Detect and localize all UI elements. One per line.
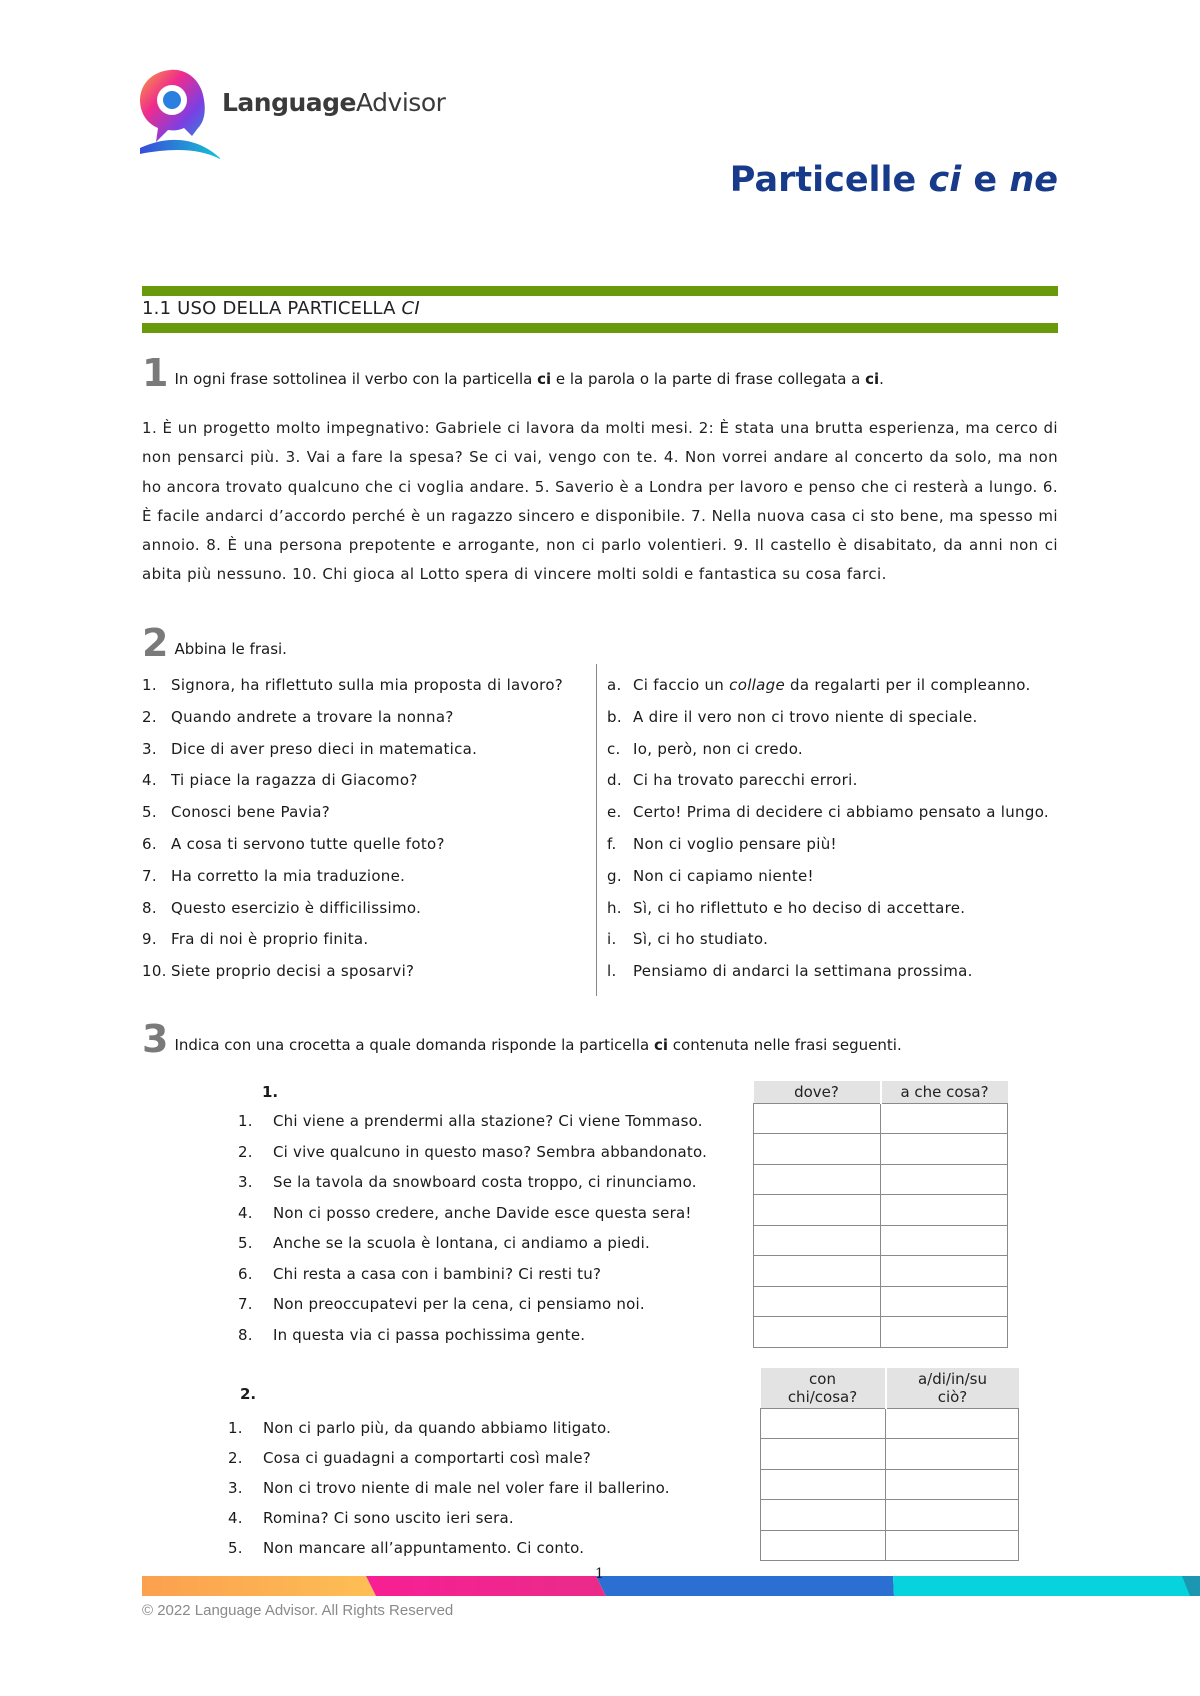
text-italic: collage <box>729 676 785 694</box>
footer-color-bar <box>142 1576 1200 1596</box>
item-number: 2. <box>238 1142 253 1161</box>
item-text: Chi resta a casa con i bambini? Ci resti tu? <box>273 1264 602 1283</box>
header-line: a/di/in/su <box>917 1369 988 1388</box>
logo-q-icon <box>140 68 220 168</box>
answer-checkbox[interactable] <box>754 1195 881 1226</box>
item-number: 2. <box>228 1449 243 1467</box>
item-text: Sì, ci ho studiato. <box>633 930 769 949</box>
answer-checkbox[interactable] <box>754 1164 881 1195</box>
item-text: Non ci trovo niente di male nel voler fare il ballerino. <box>263 1479 670 1497</box>
title-prefix: Particelle <box>729 160 929 200</box>
item-text: Signora, ha riflettuto sulla mia proposta di lavoro? <box>171 676 564 694</box>
exercise-2-header <box>142 621 287 665</box>
answer-checkbox[interactable] <box>754 1225 881 1256</box>
item-number: 8. <box>142 898 157 917</box>
item-letter: l. <box>607 962 617 981</box>
item-number: 7. <box>238 1295 253 1313</box>
item-letter: e. <box>607 803 622 822</box>
match-item <box>142 930 563 962</box>
exercise-instruction: Abbina le frasi. <box>174 640 287 658</box>
section-label-italic: CI <box>401 298 420 319</box>
list-item <box>238 1204 707 1235</box>
title-ne: ne <box>1009 160 1058 200</box>
instr-text: e la parola o la parte di frase collegata a <box>551 370 866 388</box>
match-item <box>142 899 563 931</box>
list-item <box>238 1234 707 1265</box>
item-text: A dire il vero non ci trovo niente di speciale. <box>633 707 978 726</box>
match-item <box>142 708 563 740</box>
item-number: 1. <box>142 676 157 694</box>
instr-text: contenuta nelle frasi seguenti. <box>668 1036 902 1054</box>
item-number: 4. <box>142 771 157 790</box>
list-item <box>238 1112 707 1143</box>
column-header-a-che-cosa: a che cosa? <box>881 1081 1008 1103</box>
match-item <box>607 899 1049 931</box>
answer-checkbox[interactable] <box>881 1134 1008 1165</box>
page-number: 1 <box>595 1566 604 1582</box>
item-letter: i. <box>607 930 617 949</box>
item-text: Io, però, non ci credo. <box>633 739 803 758</box>
section-heading <box>142 298 420 319</box>
item-text: Chi viene a prendermi alla stazione? Ci viene Tommaso. <box>273 1112 703 1130</box>
item-number: 4. <box>238 1203 253 1222</box>
match-item <box>142 803 563 835</box>
answer-grid-2 <box>760 1368 1019 1561</box>
item-text: Non ci voglio pensare più! <box>633 834 837 853</box>
answer-checkbox[interactable] <box>754 1256 881 1287</box>
part-1-list <box>238 1112 707 1356</box>
section-rule-top <box>142 286 1058 296</box>
item-text: Non ci capiamo niente! <box>633 866 814 885</box>
answer-checkbox[interactable] <box>761 1439 886 1470</box>
list-item <box>238 1265 707 1296</box>
item-number: 5. <box>228 1539 243 1557</box>
logo-brand-bold: Language <box>222 88 357 117</box>
item-text <box>633 676 1031 708</box>
item-text: Fra di noi è proprio finita. <box>171 930 369 949</box>
answer-checkbox[interactable] <box>761 1530 886 1561</box>
instr-text: . <box>879 370 884 388</box>
answer-checkbox[interactable] <box>881 1164 1008 1195</box>
list-item <box>228 1509 670 1539</box>
match-item <box>607 771 1049 803</box>
item-text: Ha corretto la mia traduzione. <box>171 866 406 885</box>
match-item <box>607 930 1049 962</box>
answer-checkbox[interactable] <box>881 1195 1008 1226</box>
answer-checkbox[interactable] <box>881 1317 1008 1348</box>
part-1-label: 1. <box>262 1083 279 1101</box>
item-number: 1. <box>238 1112 253 1130</box>
column-header-a-di-in-su-cio <box>886 1368 1019 1408</box>
answer-checkbox[interactable] <box>881 1103 1008 1134</box>
exercise-instruction <box>174 370 884 392</box>
answer-checkbox[interactable] <box>881 1256 1008 1287</box>
answer-checkbox[interactable] <box>886 1408 1019 1439</box>
item-number: 8. <box>238 1325 253 1344</box>
item-text: Pensiamo di andarci la settimana prossima. <box>633 962 973 981</box>
item-letter: c. <box>607 739 621 758</box>
item-number: 2. <box>142 707 157 726</box>
logo-wordmark <box>222 88 445 117</box>
item-number: 6. <box>238 1264 253 1283</box>
exercise-1-paragraph: 1. È un progetto molto impegnativo: Gabriele ci lavora da molti mesi. 2: È stata una brutta esperienza, ma cerco di non pensarci più. 3. Vai a fare la spesa? Se ci vai, vengo con te. 4. Non vorrei andare al concerto da solo, ma non ho ancora trovato qualcuno che ci voglia andare. 5. Saverio è a Londra per lavoro e penso che ci resterà a lungo. 6. È facile andarci d’accordo perché è un ragazzo sincero e disponibile. 7. Nella nuova casa ci sto bene, ma spesso mi annoio. 8. È una persona prepotente e arrogante, non ci parlo volentieri. 9. Il castello è disabitato, da anni non ci abita più nessuno. 10. Chi gioca al Lotto spera di vincere molti soldi e fantastica su cosa farci. <box>142 419 1058 584</box>
item-number: 3. <box>228 1479 243 1497</box>
item-text: Se la tavola da snowboard costa troppo, ci rinunciamo. <box>273 1173 697 1191</box>
match-list-left <box>142 676 563 994</box>
item-number: 6. <box>142 834 157 853</box>
item-text: Non preoccupatevi per la cena, ci pensiamo noi. <box>273 1295 645 1313</box>
instr-text: Indica con una crocetta a quale domanda risponde la particella <box>174 1036 654 1054</box>
item-text: Ci ha trovato parecchi errori. <box>633 771 858 790</box>
instr-bold: ci <box>865 370 880 388</box>
answer-checkbox[interactable] <box>881 1286 1008 1317</box>
header-line: chi/cosa? <box>787 1387 858 1406</box>
item-text: Dice di aver preso dieci in matematica. <box>171 739 478 758</box>
section-label: 1.1 USO DELLA PARTICELLA <box>142 298 402 319</box>
copyright-notice: © 2022 Language Advisor. All Rights Reserved <box>142 1602 454 1619</box>
exercise-number: 1 <box>142 351 169 395</box>
exercise-1-header <box>142 351 884 395</box>
item-text: Cosa ci guadagni a comportarti così male? <box>263 1449 591 1467</box>
list-item <box>238 1326 707 1357</box>
item-letter: d. <box>607 771 622 790</box>
match-list-right <box>607 676 1049 994</box>
item-text: Sì, ci ho riflettuto e ho deciso di accettare. <box>633 898 966 917</box>
exercise-3-header <box>142 1017 902 1061</box>
answer-checkbox[interactable] <box>886 1469 1019 1500</box>
page-title <box>730 160 1058 200</box>
part-2-label: 2. <box>240 1385 257 1403</box>
item-number: 4. <box>228 1509 243 1527</box>
answer-checkbox[interactable] <box>881 1225 1008 1256</box>
item-letter: h. <box>607 898 622 917</box>
answer-checkbox[interactable] <box>886 1530 1019 1561</box>
answer-checkbox[interactable] <box>761 1500 886 1531</box>
match-item <box>607 803 1049 835</box>
list-item <box>238 1295 707 1326</box>
answer-checkbox[interactable] <box>754 1103 881 1134</box>
instr-bold: ci <box>653 1036 668 1054</box>
item-text: Non ci parlo più, da quando abbiamo litigato. <box>263 1419 612 1437</box>
exercise-number: 3 <box>142 1017 169 1061</box>
match-item <box>142 771 563 803</box>
match-item <box>142 835 563 867</box>
match-item <box>607 676 1049 708</box>
answer-checkbox[interactable] <box>754 1317 881 1348</box>
list-item <box>238 1143 707 1174</box>
item-text: Conosci bene Pavia? <box>171 803 331 822</box>
item-number: 7. <box>142 866 157 885</box>
item-text: Questo esercizio è difficilissimo. <box>171 898 422 917</box>
item-letter: g. <box>607 866 622 885</box>
answer-checkbox[interactable] <box>754 1286 881 1317</box>
match-item <box>142 867 563 899</box>
item-text: Ti piace la ragazza di Giacomo? <box>171 771 418 790</box>
header-line: ciò? <box>937 1387 968 1406</box>
answer-checkbox[interactable] <box>761 1469 886 1500</box>
list-item <box>228 1539 670 1569</box>
item-text: Ci vive qualcuno in questo maso? Sembra abbandonato. <box>273 1142 708 1161</box>
list-item <box>228 1479 670 1509</box>
match-item <box>607 708 1049 740</box>
item-text: Certo! Prima di decidere ci abbiamo pensato a lungo. <box>633 803 1049 822</box>
column-header-con-chi-cosa <box>761 1368 886 1408</box>
list-item <box>238 1173 707 1204</box>
language-advisor-logo <box>140 68 450 168</box>
instr-bold: ci <box>537 370 552 388</box>
column-divider <box>596 664 597 996</box>
item-number: 5. <box>238 1234 253 1252</box>
item-text: Romina? Ci sono uscito ieri sera. <box>263 1509 514 1527</box>
match-item <box>607 835 1049 867</box>
item-text: Non mancare all’appuntamento. Ci conto. <box>263 1539 585 1557</box>
answer-checkbox[interactable] <box>754 1134 881 1165</box>
list-item <box>228 1419 670 1449</box>
title-ci: ci <box>928 160 962 200</box>
list-item <box>228 1449 670 1479</box>
match-item <box>142 962 563 994</box>
text-part: da regalarti per il compleanno. <box>784 676 1031 694</box>
text-part: Ci faccio un <box>633 676 730 694</box>
item-number: 1. <box>228 1419 243 1437</box>
section-rule-bottom <box>142 323 1058 333</box>
item-letter: a. <box>607 676 622 694</box>
item-number: 3. <box>142 739 157 758</box>
item-text: Siete proprio decisi a sposarvi? <box>171 962 415 981</box>
item-text: Anche se la scuola è lontana, ci andiamo a piedi. <box>273 1234 650 1252</box>
item-text: Quando andrete a trovare la nonna? <box>171 707 454 726</box>
title-middle: e <box>961 160 1010 200</box>
column-header-dove: dove? <box>754 1081 881 1103</box>
match-item <box>607 740 1049 772</box>
match-item <box>142 740 563 772</box>
match-item <box>607 867 1049 899</box>
answer-checkbox[interactable] <box>886 1500 1019 1531</box>
answer-grid-1 <box>753 1081 1008 1348</box>
part-2-list <box>228 1419 670 1569</box>
item-letter: b. <box>607 707 622 726</box>
item-number: 3. <box>238 1173 253 1191</box>
match-item <box>607 962 1049 994</box>
exercise-number: 2 <box>142 621 169 665</box>
answer-checkbox[interactable] <box>761 1408 886 1439</box>
header-line: con <box>809 1369 836 1388</box>
item-text: A cosa ti servono tutte quelle foto? <box>171 834 445 853</box>
match-item <box>142 676 563 708</box>
item-number: 9. <box>142 930 157 949</box>
item-text: Non ci posso credere, anche Davide esce questa sera! <box>273 1203 692 1222</box>
item-number: 5. <box>142 803 157 822</box>
item-text: In questa via ci passa pochissima gente. <box>273 1325 586 1344</box>
logo-brand-light: Advisor <box>356 88 446 117</box>
item-number: 10. <box>142 962 167 981</box>
answer-checkbox[interactable] <box>886 1439 1019 1470</box>
item-letter: f. <box>607 834 617 853</box>
instr-text: In ogni frase sottolinea il verbo con la particella <box>174 370 538 388</box>
exercise-instruction <box>174 1036 901 1058</box>
